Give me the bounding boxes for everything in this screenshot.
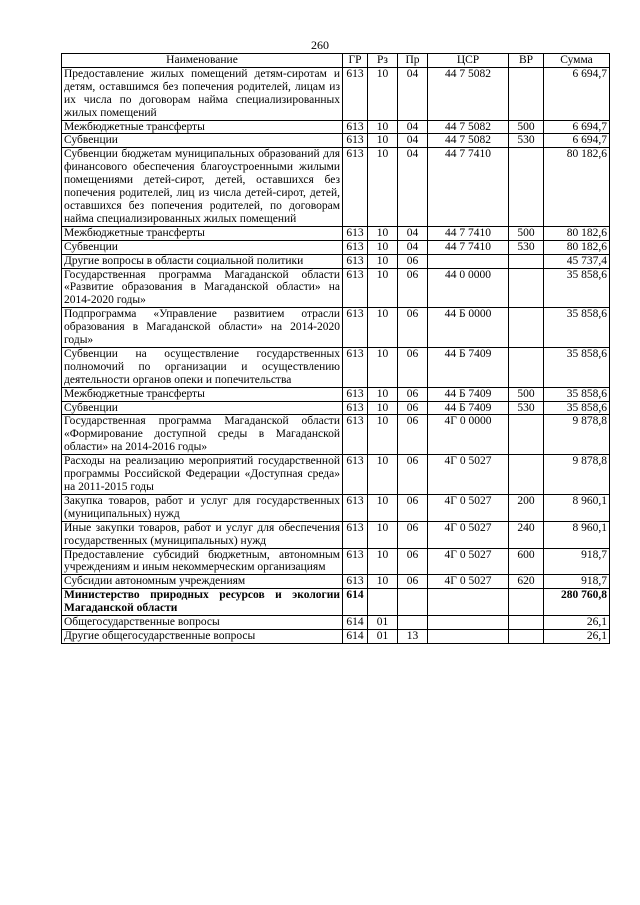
table-row xyxy=(62,347,610,387)
cell-gr: 613 xyxy=(343,308,368,348)
cell-csr: 44 7 5082 xyxy=(428,67,509,120)
cell-pr: 13 xyxy=(398,629,428,643)
cell-sum: 8 960,1 xyxy=(544,521,610,548)
cell-sum: 80 182,6 xyxy=(544,148,610,226)
table-row xyxy=(62,308,610,348)
cell-vr xyxy=(509,254,544,268)
cell-csr: 4Г 0 5027 xyxy=(428,455,509,495)
cell-sum: 45 737,4 xyxy=(544,254,610,268)
cell-pr: 06 xyxy=(398,494,428,521)
cell-name: Общегосударственные вопросы xyxy=(62,616,343,630)
cell-gr: 613 xyxy=(343,268,368,308)
cell-pr: 04 xyxy=(398,148,428,226)
cell-gr: 613 xyxy=(343,401,368,415)
table-header-row xyxy=(62,54,610,68)
cell-vr xyxy=(509,268,544,308)
cell-vr xyxy=(509,589,544,616)
cell-vr xyxy=(509,148,544,226)
table-body xyxy=(62,67,610,643)
cell-vr xyxy=(509,308,544,348)
cell-gr: 613 xyxy=(343,226,368,240)
cell-gr: 613 xyxy=(343,148,368,226)
cell-csr: 44 0 0000 xyxy=(428,268,509,308)
table-row xyxy=(62,226,610,240)
cell-rz: 10 xyxy=(368,134,398,148)
cell-csr: 4Г 0 5027 xyxy=(428,521,509,548)
cell-name: Иные закупки товаров, работ и услуг для обеспечения государственных (муниципальных) нужд xyxy=(62,521,343,548)
table-row xyxy=(62,575,610,589)
cell-rz: 01 xyxy=(368,616,398,630)
cell-name: Межбюджетные трансферты xyxy=(62,120,343,134)
cell-gr: 614 xyxy=(343,629,368,643)
cell-csr xyxy=(428,254,509,268)
table-row xyxy=(62,240,610,254)
cell-pr: 06 xyxy=(398,455,428,495)
header-csr: ЦСР xyxy=(428,54,509,68)
cell-name: Межбюджетные трансферты xyxy=(62,226,343,240)
cell-gr: 613 xyxy=(343,347,368,387)
cell-pr: 06 xyxy=(398,268,428,308)
cell-pr: 06 xyxy=(398,548,428,575)
cell-csr: 44 7 7410 xyxy=(428,148,509,226)
cell-gr: 613 xyxy=(343,548,368,575)
cell-pr: 06 xyxy=(398,521,428,548)
cell-gr: 613 xyxy=(343,521,368,548)
table-row xyxy=(62,494,610,521)
cell-vr xyxy=(509,616,544,630)
cell-gr: 613 xyxy=(343,134,368,148)
cell-name: Расходы на реализацию мероприятий государственной программы Российской Федерации «Доступная среда» на 2011-2015 годы xyxy=(62,455,343,495)
cell-sum: 9 878,8 xyxy=(544,415,610,455)
cell-vr xyxy=(509,629,544,643)
cell-rz: 10 xyxy=(368,268,398,308)
cell-pr: 04 xyxy=(398,240,428,254)
cell-vr xyxy=(509,347,544,387)
cell-name: Другие общегосударственные вопросы xyxy=(62,629,343,643)
cell-rz: 10 xyxy=(368,120,398,134)
table-row xyxy=(62,148,610,226)
cell-sum: 35 858,6 xyxy=(544,268,610,308)
cell-sum: 26,1 xyxy=(544,616,610,630)
cell-vr: 530 xyxy=(509,134,544,148)
cell-csr: 44 7 7410 xyxy=(428,240,509,254)
cell-vr: 530 xyxy=(509,401,544,415)
cell-pr: 04 xyxy=(398,134,428,148)
cell-name: Государственная программа Магаданской области «Развитие образования в Магаданской области» на 2014-2020 годы» xyxy=(62,268,343,308)
cell-sum: 26,1 xyxy=(544,629,610,643)
cell-rz: 10 xyxy=(368,401,398,415)
cell-gr: 614 xyxy=(343,616,368,630)
table-row xyxy=(62,616,610,630)
cell-rz: 10 xyxy=(368,254,398,268)
budget-table xyxy=(61,53,610,644)
cell-vr: 500 xyxy=(509,226,544,240)
cell-csr: 44 7 5082 xyxy=(428,120,509,134)
cell-sum: 6 694,7 xyxy=(544,67,610,120)
table-row xyxy=(62,67,610,120)
cell-csr: 44 7 7410 xyxy=(428,226,509,240)
table-row xyxy=(62,629,610,643)
cell-rz: 10 xyxy=(368,347,398,387)
cell-gr: 613 xyxy=(343,240,368,254)
cell-gr: 613 xyxy=(343,254,368,268)
cell-vr xyxy=(509,415,544,455)
cell-csr: 44 Б 7409 xyxy=(428,347,509,387)
cell-pr: 06 xyxy=(398,401,428,415)
cell-name: Министерство природных ресурсов и экологии Магаданской области xyxy=(62,589,343,616)
header-name: Наименование xyxy=(62,54,343,68)
cell-csr: 44 Б 7409 xyxy=(428,387,509,401)
header-gr: ГР xyxy=(343,54,368,68)
cell-csr: 44 7 5082 xyxy=(428,134,509,148)
table-row xyxy=(62,521,610,548)
cell-csr: 4Г 0 0000 xyxy=(428,415,509,455)
cell-sum: 918,7 xyxy=(544,548,610,575)
cell-csr: 44 Б 0000 xyxy=(428,308,509,348)
cell-name: Субвенции на осуществление государственных полномочий по организации и осуществлению деятельности органов опеки и попечительства xyxy=(62,347,343,387)
cell-name: Предоставление жилых помещений детям-сиротам и детям, оставшимся без попечения родителей, лицам из их числа по договорам найма специализированных жилых помещений xyxy=(62,67,343,120)
table-row xyxy=(62,548,610,575)
cell-rz: 10 xyxy=(368,415,398,455)
cell-name: Субвенции xyxy=(62,401,343,415)
table-row xyxy=(62,268,610,308)
cell-gr: 613 xyxy=(343,494,368,521)
cell-pr: 04 xyxy=(398,226,428,240)
cell-pr xyxy=(398,589,428,616)
cell-sum: 80 182,6 xyxy=(544,240,610,254)
cell-vr: 200 xyxy=(509,494,544,521)
cell-pr: 06 xyxy=(398,415,428,455)
header-sum: Сумма xyxy=(544,54,610,68)
cell-csr: 4Г 0 5027 xyxy=(428,494,509,521)
cell-rz: 10 xyxy=(368,494,398,521)
cell-rz: 01 xyxy=(368,629,398,643)
cell-pr: 06 xyxy=(398,254,428,268)
cell-pr: 06 xyxy=(398,575,428,589)
page-number: 260 xyxy=(311,38,329,52)
cell-rz: 10 xyxy=(368,548,398,575)
cell-sum: 918,7 xyxy=(544,575,610,589)
table-row xyxy=(62,415,610,455)
cell-sum: 35 858,6 xyxy=(544,308,610,348)
table-row xyxy=(62,387,610,401)
cell-pr: 06 xyxy=(398,387,428,401)
cell-gr: 613 xyxy=(343,455,368,495)
cell-name: Субвенции xyxy=(62,134,343,148)
table-row xyxy=(62,254,610,268)
cell-rz: 10 xyxy=(368,148,398,226)
cell-sum: 8 960,1 xyxy=(544,494,610,521)
cell-gr: 613 xyxy=(343,415,368,455)
table-row xyxy=(62,134,610,148)
cell-vr: 620 xyxy=(509,575,544,589)
table-row xyxy=(62,589,610,616)
cell-rz: 10 xyxy=(368,455,398,495)
cell-pr: 06 xyxy=(398,347,428,387)
cell-csr: 4Г 0 5027 xyxy=(428,575,509,589)
cell-rz: 10 xyxy=(368,521,398,548)
cell-gr: 613 xyxy=(343,67,368,120)
table-row xyxy=(62,455,610,495)
cell-sum: 6 694,7 xyxy=(544,134,610,148)
cell-sum: 35 858,6 xyxy=(544,347,610,387)
cell-gr: 613 xyxy=(343,387,368,401)
cell-gr: 613 xyxy=(343,120,368,134)
cell-rz: 10 xyxy=(368,387,398,401)
cell-sum: 35 858,6 xyxy=(544,387,610,401)
cell-vr xyxy=(509,455,544,495)
cell-csr: 44 Б 7409 xyxy=(428,401,509,415)
cell-csr xyxy=(428,616,509,630)
cell-pr xyxy=(398,616,428,630)
cell-vr: 530 xyxy=(509,240,544,254)
cell-rz: 10 xyxy=(368,240,398,254)
cell-rz: 10 xyxy=(368,67,398,120)
cell-csr xyxy=(428,629,509,643)
header-vr: ВР xyxy=(509,54,544,68)
cell-rz: 10 xyxy=(368,226,398,240)
header-rz: Рз xyxy=(368,54,398,68)
cell-rz xyxy=(368,589,398,616)
header-pr: Пр xyxy=(398,54,428,68)
cell-sum: 280 760,8 xyxy=(544,589,610,616)
cell-name: Межбюджетные трансферты xyxy=(62,387,343,401)
cell-name: Субсидии автономным учреждениям xyxy=(62,575,343,589)
cell-rz: 10 xyxy=(368,308,398,348)
table-row xyxy=(62,120,610,134)
cell-sum: 80 182,6 xyxy=(544,226,610,240)
cell-name: Закупка товаров, работ и услуг для государственных (муниципальных) нужд xyxy=(62,494,343,521)
cell-rz: 10 xyxy=(368,575,398,589)
cell-vr: 240 xyxy=(509,521,544,548)
cell-name: Предоставление субсидий бюджетным, автономным учреждениям и иным некоммерческим организациям xyxy=(62,548,343,575)
cell-vr xyxy=(509,67,544,120)
cell-gr: 613 xyxy=(343,575,368,589)
cell-vr: 600 xyxy=(509,548,544,575)
cell-sum: 6 694,7 xyxy=(544,120,610,134)
cell-sum: 9 878,8 xyxy=(544,455,610,495)
cell-vr: 500 xyxy=(509,387,544,401)
cell-gr: 614 xyxy=(343,589,368,616)
table-row xyxy=(62,401,610,415)
cell-name: Другие вопросы в области социальной политики xyxy=(62,254,343,268)
cell-vr: 500 xyxy=(509,120,544,134)
cell-name: Государственная программа Магаданской области «Формирование доступной среды в Магаданской области» на 2014-2016 годы» xyxy=(62,415,343,455)
cell-pr: 06 xyxy=(398,308,428,348)
cell-name: Субвенции бюджетам муниципальных образований для финансового обеспечения благоустроенными жилыми помещениями детей-сирот, детей, оставшихся без попечения родителей, лиц из числа детей-сирот, детей, оставшихся без попечения родителей, по договорам найма специализированных жилых помещений xyxy=(62,148,343,226)
cell-csr: 4Г 0 5027 xyxy=(428,548,509,575)
cell-pr: 04 xyxy=(398,67,428,120)
cell-csr xyxy=(428,589,509,616)
cell-name: Подпрограмма «Управление развитием отрасли образования в Магаданской области» на 2014-2020 годы» xyxy=(62,308,343,348)
cell-name: Субвенции xyxy=(62,240,343,254)
cell-pr: 04 xyxy=(398,120,428,134)
cell-sum: 35 858,6 xyxy=(544,401,610,415)
